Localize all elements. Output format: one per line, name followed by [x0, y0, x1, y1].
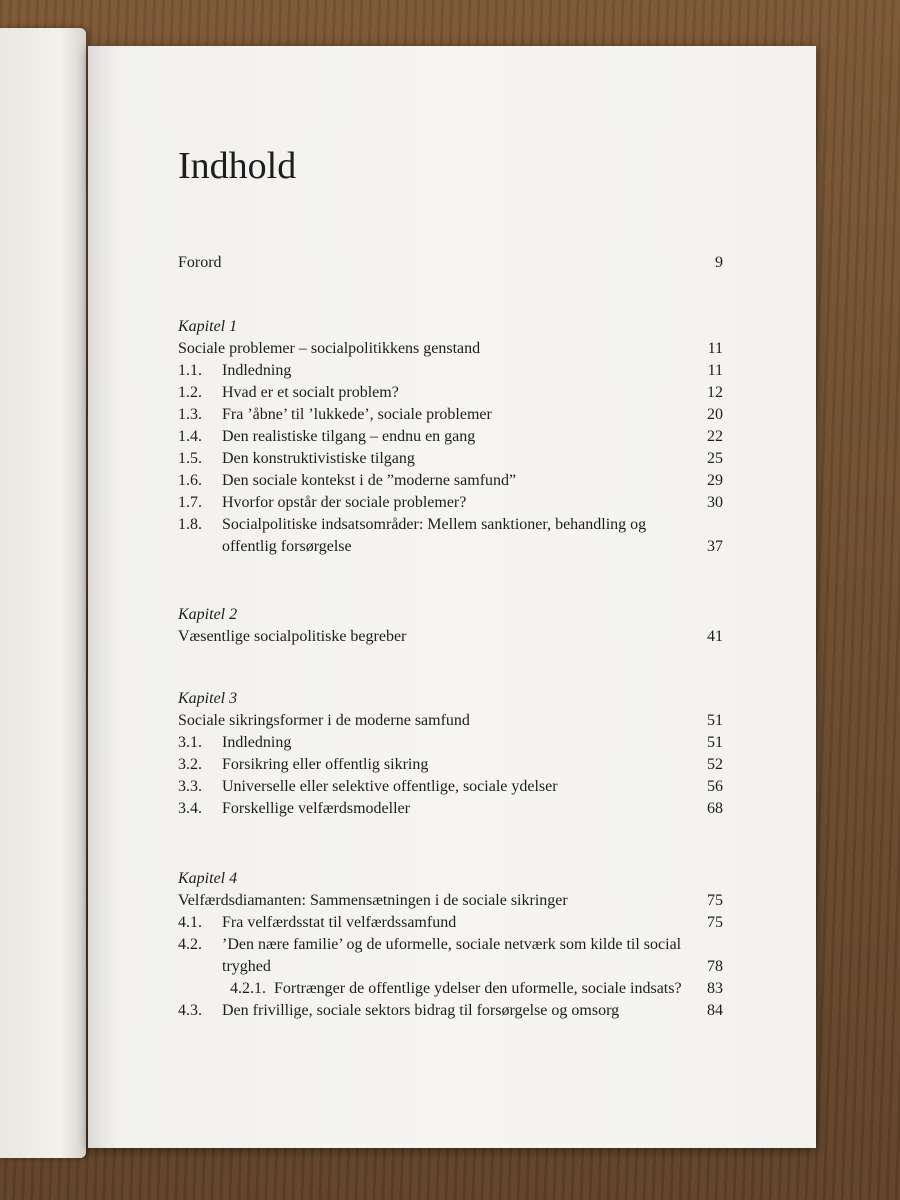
section-number: 1.3. — [178, 406, 202, 423]
section-number: 4.3. — [178, 1002, 202, 1019]
section-entry — [178, 776, 723, 798]
entry-title: Fortrænger de offentlige ydelser den uformelle, sociale indsats? — [274, 980, 682, 997]
page-number: 83 — [707, 980, 723, 997]
left-page-edge — [0, 28, 86, 1158]
entry-title: Den realistiske tilgang – endnu en gang — [222, 428, 476, 445]
entry-title: Socialpolitiske indsatsområder: Mellem sanktioner, behandling og offentlig forsørgelse — [222, 516, 647, 555]
page-number: 68 — [707, 800, 723, 817]
page-number: 20 — [707, 406, 723, 423]
entry-title: Sociale problemer – socialpolitikkens genstand — [178, 340, 481, 357]
chapter-2 — [178, 604, 723, 648]
page-number: 78 — [707, 958, 723, 975]
chapter-4 — [178, 868, 723, 1022]
section-entry — [178, 732, 723, 754]
entry-title: Hvorfor opstår der sociale problemer? — [222, 494, 467, 511]
entry-title: Indledning — [222, 362, 292, 379]
section-entry — [178, 912, 723, 934]
section-number: 1.8. — [178, 516, 202, 533]
section-number: 1.4. — [178, 428, 202, 445]
chapter-label: Kapitel 3 — [178, 690, 238, 707]
section-entry — [178, 754, 723, 776]
page-number: 37 — [707, 538, 723, 555]
section-entry — [178, 492, 723, 514]
section-entry — [178, 360, 723, 382]
entry-title: Forskellige velfærdsmodeller — [222, 800, 410, 817]
section-entry — [178, 798, 723, 820]
foreword-page: 9 — [715, 254, 723, 271]
page-number: 22 — [707, 428, 723, 445]
entry-title: Forsikring eller offentlig sikring — [222, 756, 429, 773]
entry-title: Den konstruktivistiske tilgang — [222, 450, 415, 467]
chapter-label: Kapitel 1 — [178, 318, 238, 335]
page-number: 29 — [707, 472, 723, 489]
section-entry — [178, 934, 723, 978]
page-number: 41 — [707, 628, 723, 645]
foreword-label: Forord — [178, 254, 222, 271]
entry-title: Indledning — [222, 734, 292, 751]
entry-title: Den sociale kontekst i de ”moderne samfund” — [222, 472, 517, 489]
entry-title: Sociale sikringsformer i de moderne samfund — [178, 712, 470, 729]
section-entry — [178, 404, 723, 426]
entry-title: Velfærdsdiamanten: Sammensætningen i de sociale sikringer — [178, 892, 568, 909]
page-number: 25 — [707, 450, 723, 467]
book-page — [88, 46, 816, 1148]
chapter-title-entry — [178, 890, 723, 912]
page-number: 75 — [707, 892, 723, 909]
entry-title: Den frivillige, sociale sektors bidrag til forsørgelse og omsorg — [222, 1002, 620, 1019]
chapter-title-entry — [178, 626, 723, 648]
chapter-title-entry — [178, 338, 723, 360]
section-entry — [178, 382, 723, 404]
section-number: 1.7. — [178, 494, 202, 511]
section-number: 1.1. — [178, 362, 202, 379]
section-number: 1.2. — [178, 384, 202, 401]
section-entry — [178, 448, 723, 470]
page-number: 12 — [707, 384, 723, 401]
section-number: 3.3. — [178, 778, 202, 795]
chapter-1 — [178, 316, 723, 558]
chapter-label: Kapitel 4 — [178, 870, 238, 887]
entry-title: Universelle eller selektive offentlige, sociale ydelser — [222, 778, 558, 795]
page-title: Indhold — [178, 145, 297, 187]
page-number: 11 — [707, 362, 723, 379]
page-number: 52 — [707, 756, 723, 773]
section-number: 4.2.1. — [230, 980, 266, 997]
section-number: 4.2. — [178, 936, 202, 953]
page-number: 30 — [707, 494, 723, 511]
section-number: 1.5. — [178, 450, 202, 467]
chapter-title-entry — [178, 710, 723, 732]
section-entry — [178, 470, 723, 492]
section-number: 1.6. — [178, 472, 202, 489]
entry-title: Fra ’åbne’ til ’lukkede’, sociale problemer — [222, 406, 492, 423]
foreword-entry — [178, 254, 723, 272]
chapter-3 — [178, 688, 723, 820]
section-number: 4.1. — [178, 914, 202, 931]
page-number: 56 — [707, 778, 723, 795]
section-entry — [178, 426, 723, 448]
page-number: 75 — [707, 914, 723, 931]
entry-title: Fra velfærdsstat til velfærdssamfund — [222, 914, 457, 931]
page-number: 84 — [707, 1002, 723, 1019]
page-number: 51 — [707, 712, 723, 729]
section-entry — [178, 514, 723, 558]
section-entry — [178, 978, 723, 1000]
section-number: 3.2. — [178, 756, 202, 773]
section-number: 3.4. — [178, 800, 202, 817]
section-number: 3.1. — [178, 734, 202, 751]
page-number: 11 — [707, 340, 723, 357]
entry-title: ’Den nære familie’ og de uformelle, sociale netværk som kilde til social tryghed — [222, 936, 682, 975]
page-number: 51 — [707, 734, 723, 751]
entry-title: Hvad er et socialt problem? — [222, 384, 399, 401]
chapter-label: Kapitel 2 — [178, 606, 238, 623]
section-entry — [178, 1000, 723, 1022]
entry-title: Væsentlige socialpolitiske begreber — [178, 628, 407, 645]
